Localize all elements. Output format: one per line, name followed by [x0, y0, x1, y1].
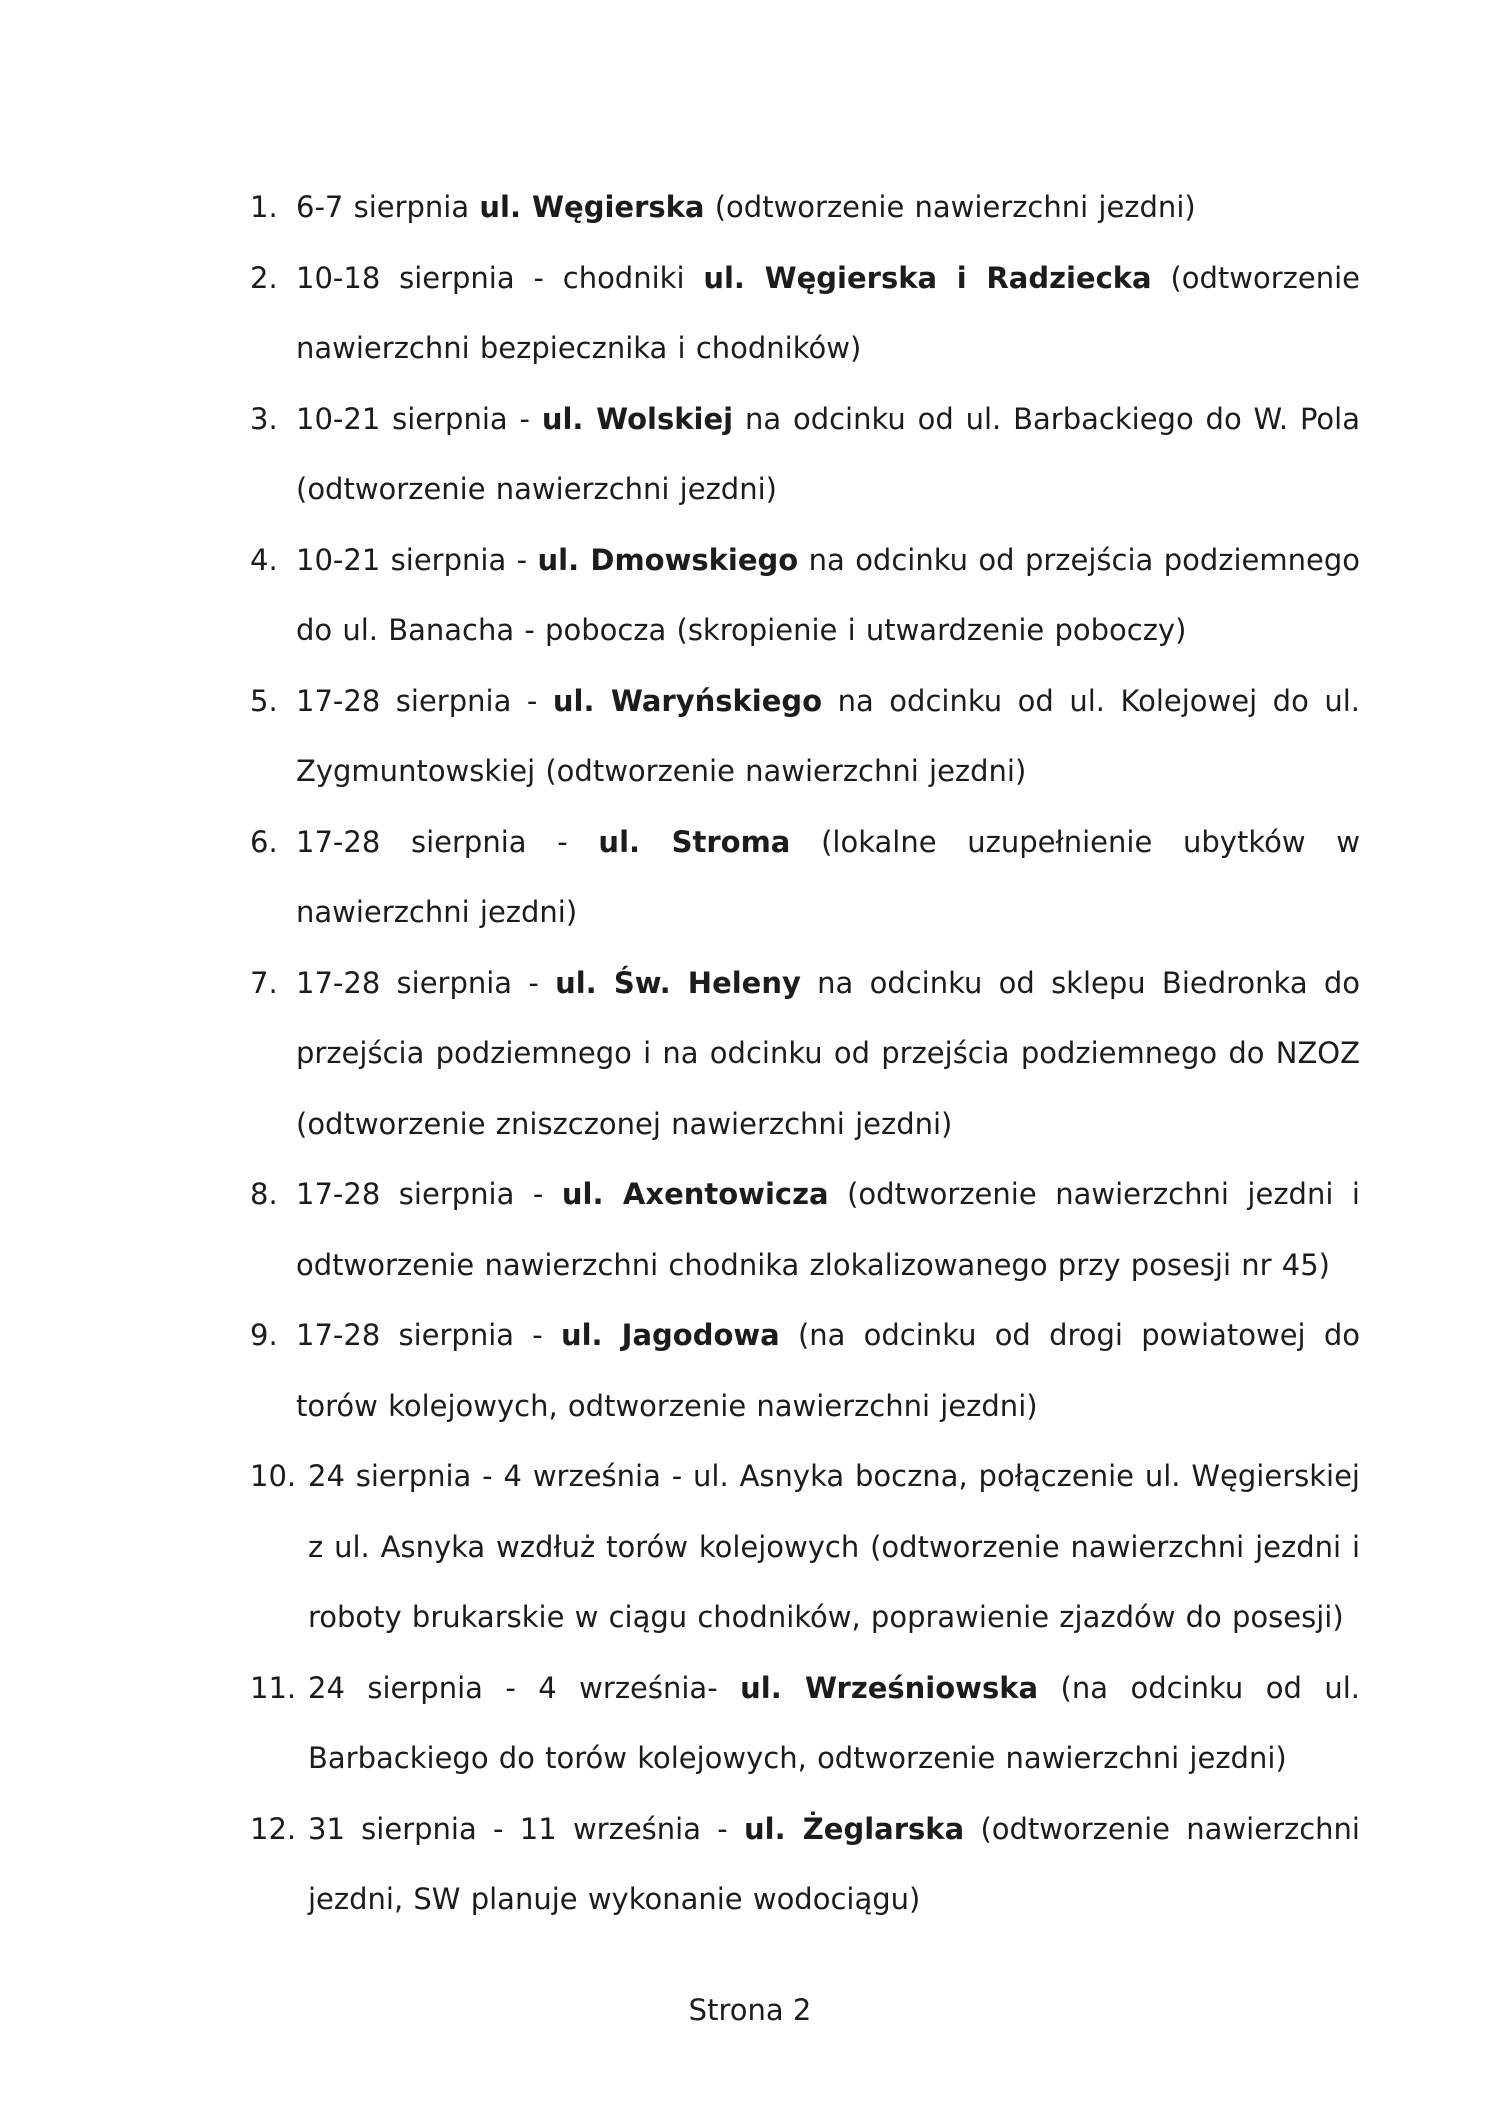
street-name: ul. Dmowskiego	[537, 542, 799, 577]
list-item-number: 11.	[250, 1670, 297, 1705]
list-item	[250, 1159, 1360, 1300]
list-item-text: 10-18 sierpnia - chodniki	[296, 260, 704, 295]
list-item-number: 4.	[250, 542, 278, 577]
street-name: ul. Axentowicza	[561, 1177, 829, 1211]
list-item-text: 10-21 sierpnia -	[296, 401, 542, 436]
list-item-number: 9.	[250, 1318, 278, 1352]
list-item-number: 5.	[250, 683, 278, 718]
street-name: ul. Wrześniowska	[740, 1670, 1039, 1705]
list-item	[250, 807, 1360, 948]
list-item-text: (odtworzenie nawierzchni jezdni, SW planuje wykonanie wodociągu)	[308, 1811, 1360, 1916]
list-item-number: 7.	[250, 965, 278, 1000]
list-item-text: na odcinku od ul. Barbackiego do W. Pola (odtworzenie nawierzchni jezdni)	[296, 401, 1360, 506]
street-name: ul. Węgierska	[479, 190, 705, 224]
list-item-number: 1.	[250, 190, 278, 224]
street-name: ul. Węgierska i Radziecka	[703, 260, 1152, 295]
page-footer: Strona 2	[688, 1993, 812, 2027]
roadwork-schedule-list	[250, 172, 1360, 1935]
list-item-text: 24 sierpnia - 4 września - ul. Asnyka boczna, połączenie ul. Węgierskiej z ul. Asnyka wzdłuż torów kolejowych (odtworzenie nawierzchni jezdni i roboty brukarskie w ciągu chodników, poprawienie zjazdów do posesji)	[308, 1459, 1360, 1634]
list-item-text: (odtworzenie nawierzchni jezdni i odtworzenie nawierzchni chodnika zlokalizowanego przy posesji nr 45)	[296, 1177, 1360, 1282]
list-item-text: 10-21 sierpnia -	[296, 542, 538, 577]
street-name: ul. Żeglarska	[744, 1811, 965, 1846]
list-item-number: 8.	[250, 1177, 278, 1211]
list-item	[250, 1441, 1360, 1653]
list-item	[250, 525, 1360, 666]
list-item-number: 6.	[250, 824, 278, 859]
list-item	[250, 948, 1360, 1160]
list-item-text: 17-28 sierpnia -	[296, 683, 553, 718]
list-item-text: 31 sierpnia - 11 września -	[308, 1811, 745, 1846]
list-item-text: (lokalne uzupełnienie ubytków w nawierzchni jezdni)	[296, 824, 1360, 929]
list-item	[250, 1300, 1360, 1441]
list-item-text: 17-28 sierpnia -	[296, 1177, 562, 1211]
list-item-text: 17-28 sierpnia -	[296, 824, 599, 859]
list-item	[250, 1794, 1360, 1935]
street-name: ul. Waryńskiego	[552, 683, 823, 718]
list-item	[250, 384, 1360, 525]
list-item-number: 10.	[250, 1459, 297, 1493]
list-item-text: 17-28 sierpnia -	[296, 1318, 561, 1352]
list-item-number: 3.	[250, 401, 278, 436]
list-item-text: 6-7 sierpnia	[296, 190, 480, 224]
list-item-text: 17-28 sierpnia -	[296, 965, 556, 1000]
list-item-number: 12.	[250, 1811, 297, 1846]
street-name: ul. Jagodowa	[560, 1318, 780, 1352]
list-item-text: (odtworzenie nawierzchni bezpiecznika i chodników)	[296, 260, 1361, 365]
list-item-text: na odcinku od sklepu Biedronka do przejścia podziemnego i na odcinku od przejścia podziemnego do NZOZ (odtworzenie zniszczonej nawierzchni jezdni)	[296, 965, 1361, 1141]
list-item-text: na odcinku od przejścia podziemnego do ul. Banacha - pobocza (skropienie i utwardzenie poboczy)	[296, 542, 1361, 647]
street-name: ul. Św. Heleny	[555, 965, 801, 1000]
list-item	[250, 666, 1360, 807]
list-item-text: (odtworzenie nawierzchni jezdni)	[704, 190, 1196, 224]
street-name: ul. Stroma	[598, 824, 791, 859]
list-item	[250, 172, 1360, 243]
street-name: ul. Wolskiej	[541, 401, 734, 436]
list-item-text: (na odcinku od drogi powiatowej do torów kolejowych, odtworzenie nawierzchni jezdni)	[296, 1318, 1360, 1423]
list-item-number: 2.	[250, 260, 278, 295]
list-item-text: na odcinku od ul. Kolejowej do ul. Zygmuntowskiej (odtworzenie nawierzchni jezdni)	[296, 683, 1360, 788]
list-item-text: 24 sierpnia - 4 września-	[308, 1670, 741, 1705]
list-item	[250, 243, 1360, 384]
list-item	[250, 1653, 1360, 1794]
list-item-text: (na odcinku od ul. Barbackiego do torów kolejowych, odtworzenie nawierzchni jezdni)	[308, 1670, 1360, 1775]
